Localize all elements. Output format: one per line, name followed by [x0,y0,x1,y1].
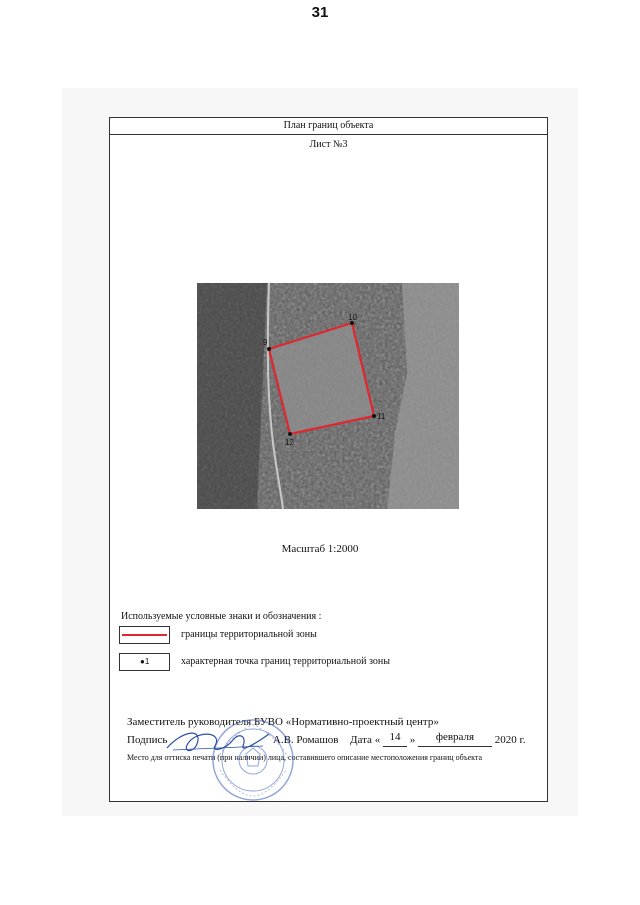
map-svg [197,283,459,509]
satellite-map [197,283,459,509]
signature-mark [163,726,273,756]
sheet-number: Лист №3 [309,139,348,150]
map-scale: Масштаб 1:2000 [281,543,359,555]
point-label-12: 12 [285,438,294,447]
legend-symbol-boundary [119,626,170,644]
point-label-11: 11 [377,412,386,421]
stamp-note: Место для оттиска печати (при наличии) лица, составившего описание местоположения границ объекта [127,753,483,762]
map-dark-area [197,283,267,509]
signer-position: Заместитель руководителя БУВО «Нормативно-проектный центр» [127,716,439,728]
sign-label: Подпись [127,734,168,746]
page-number: 31 [311,4,329,21]
legend-symbol-point [119,653,170,671]
date-day: 14 [389,731,401,743]
point-label-9: 9 [263,338,268,347]
legend-title: Используемые условные знаки и обозначения : [121,611,322,622]
signer-name: А.В. Ромашов [272,734,339,746]
point-9 [267,347,271,351]
legend-label-boundary: границы территориальной зоны [181,629,317,640]
point-label-10: 10 [348,313,357,322]
date-year: 2020 г. [494,734,526,746]
date-month-field [418,731,492,747]
point-dot-icon: ●1 [140,657,150,666]
point-11 [372,414,376,418]
legend-label-point: характерная точка границ территориальной зоны [181,656,390,667]
date-day-field [383,731,407,747]
date-day-close: » [409,734,416,746]
point-12 [288,432,292,436]
date-month: февраля [435,731,475,743]
plan-title: План границ объекта [110,118,547,135]
red-line-icon [122,634,167,636]
date-label: Дата « [350,734,381,746]
legend-point-number: 1 [144,657,150,666]
